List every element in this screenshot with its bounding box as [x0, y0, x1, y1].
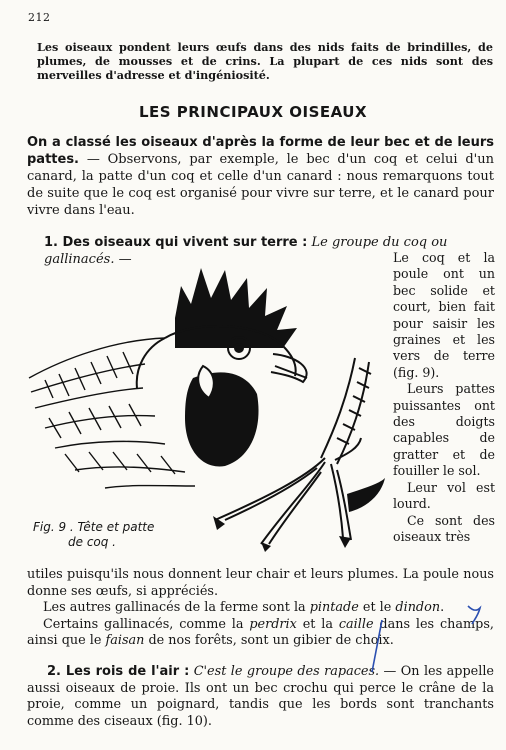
word-caille: caille: [338, 616, 374, 632]
section-1-subtitle: Le groupe du coq ou gallinacés. —: [44, 235, 448, 267]
word-faisan: faisan: [105, 633, 145, 649]
rooster-illustration: [25, 258, 390, 558]
gallinaces-continuation: [27, 567, 494, 650]
useful-paragraph: utiles puisqu'ils nous donnent leur chair et leurs plumes. La poule nous donne ses œufs, si appréciés.: [27, 567, 494, 599]
wattle-shape: [185, 372, 259, 466]
section-2-title: 2. Les rois de l'air :: [47, 664, 190, 679]
section-2-paragraph: [27, 664, 494, 730]
side-paragraph-flight: Leur vol est lourd.: [393, 479, 495, 512]
comb-shape: [175, 268, 297, 348]
section-2-body: — On les appelle aussi oiseaux de proie. Ils ont un bec crochu qui perce le crâne de la proie, comme un poignard, tandis que les bords sont tranchants comme des ciseaux (fig. 10).: [27, 664, 494, 729]
foot-shadow: [213, 478, 385, 552]
neck-feathers: [29, 338, 195, 488]
word-pintade: pintade: [309, 600, 359, 616]
figure-caption: [33, 520, 173, 550]
side-column-text: [393, 250, 495, 545]
intro-paragraph: Les oiseaux pondent leurs œufs dans des nids faits de brindilles, de plumes, de mousses et de crins. La plupart de ces nids sont des merveilles d'adresse et d'ingéniosité.: [37, 40, 493, 82]
page-number: 212: [28, 11, 51, 24]
caption-line-1: Fig. 9 . Tête et patte: [33, 520, 155, 534]
word-dindon: dindon: [395, 600, 441, 616]
side-paragraph-useful: Ce sont des oiseaux très: [393, 512, 495, 544]
section-2-subtitle: C'est le groupe des rapaces.: [193, 664, 380, 679]
side-paragraph-feet: Leurs pattes puissantes ont des doigts capables de gratter et de fouiller le sol.: [393, 381, 495, 479]
section-1-title: 1. Des oiseaux qui vivent sur terre :: [44, 235, 308, 250]
caption-line-2: de coq .: [68, 535, 116, 549]
classification-body: — Observons, par exemple, le bec d'un coq et celui d'un canard, la patte d'un coq et celle d'un canard : nous remarquons tout de suite que le coq est organisé pour vivre sur terre, et le canard pour vivre dans l'eau.: [27, 152, 494, 218]
section-heading: LES PRINCIPAUX OISEAUX: [138, 103, 368, 121]
classification-lead: On a classé les oiseaux d'après la forme de leur bec et de leurs pattes.: [27, 135, 494, 167]
word-perdrix: perdrix: [249, 616, 297, 632]
side-paragraph-beak: Le coq et la poule ont un bec solide et court, bien fait pour saisir les graines et les vers de terre (fig. 9).: [393, 250, 495, 380]
farm-gallinaces-paragraph: Les autres gallinacés de la ferme sont la pintade et le dindon.: [43, 600, 445, 616]
classification-paragraph: [27, 134, 494, 219]
wild-gallinaces-paragraph: Certains gallinacés, comme la perdrix et la caille dans les champs, ainsi que le faisan de nos forêts, sont un gibier de choix.: [27, 616, 494, 649]
